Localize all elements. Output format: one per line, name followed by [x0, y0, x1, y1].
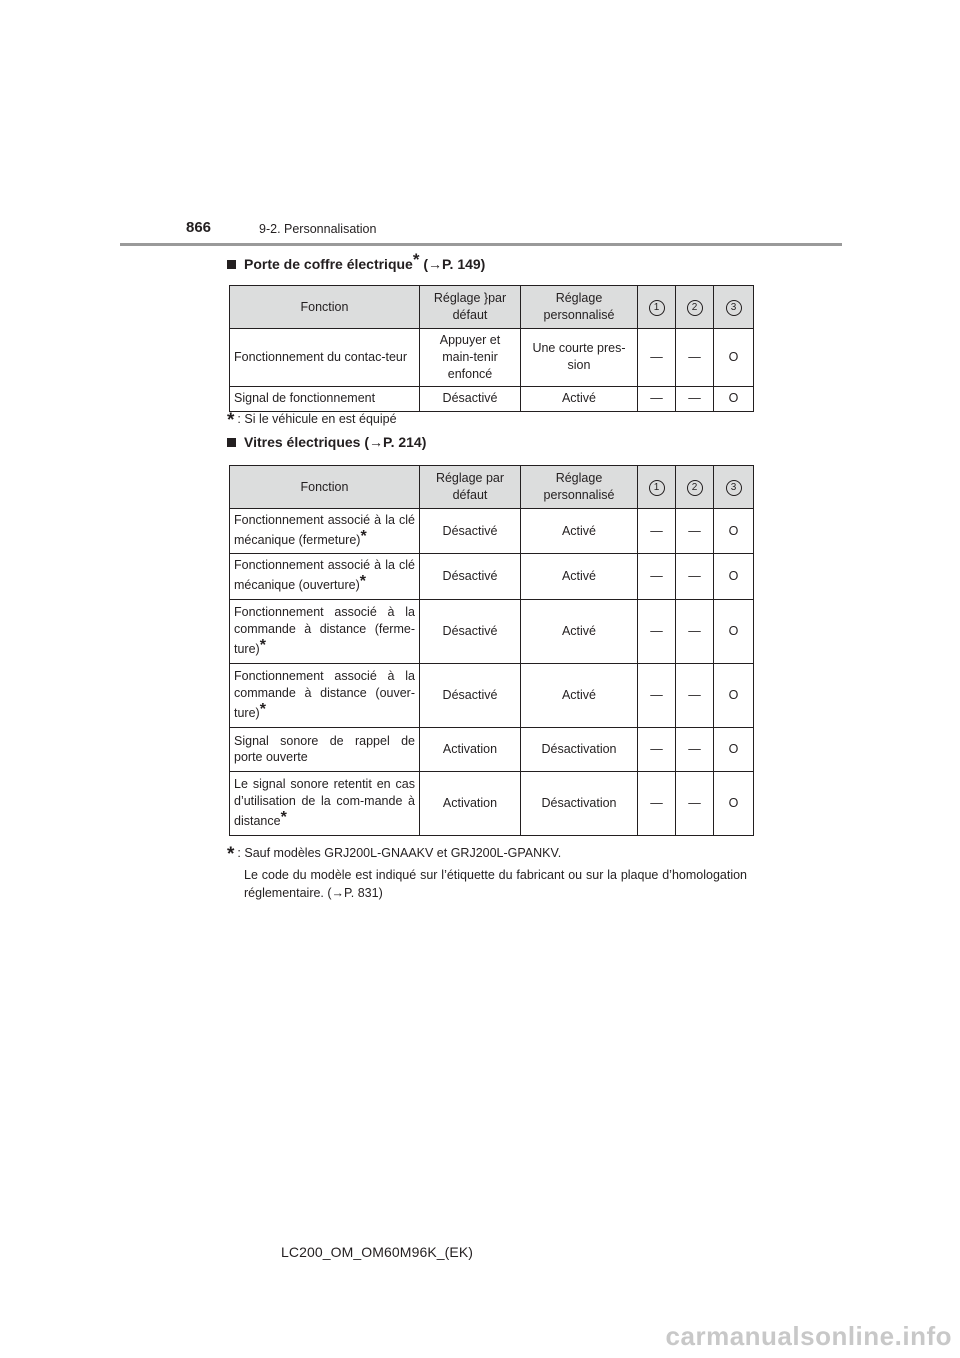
- footnote-models: [227, 838, 747, 902]
- settings-table: [229, 465, 754, 836]
- section-power-back-door: [227, 250, 757, 412]
- value-cell-2: —: [676, 509, 714, 554]
- value-cell-3: O: [714, 727, 754, 771]
- circled-1-icon: 1: [649, 300, 665, 316]
- function-text: Fonctionnement associé à la clé mécanique (fermeture): [234, 513, 415, 547]
- column-header-function: Fonction: [230, 466, 420, 509]
- value-cell-2: —: [676, 599, 714, 663]
- column-header-custom: Réglage personnalisé: [521, 466, 638, 509]
- asterisk-icon: *: [259, 700, 266, 718]
- value-cell-2: —: [676, 663, 714, 727]
- section-title-text: Porte de coffre électrique: [244, 256, 413, 272]
- value-cell-3: O: [714, 386, 754, 411]
- function-text: Fonctionnement associé à la commande à distance (ouver-ture): [234, 668, 415, 720]
- function-cell: Signal sonore de rappel de porte ouverte: [230, 727, 420, 771]
- default-cell: Désactivé: [420, 554, 521, 599]
- circled-1-icon: 1: [649, 480, 665, 496]
- value-cell-1: —: [638, 727, 676, 771]
- value-cell-1: —: [638, 771, 676, 835]
- custom-cell: Activé: [521, 663, 638, 727]
- asterisk-icon: *: [259, 636, 266, 654]
- column-header-2: [676, 286, 714, 329]
- custom-cell: Activé: [521, 386, 638, 411]
- asterisk-icon: *: [227, 410, 235, 431]
- value-cell-2: —: [676, 386, 714, 411]
- default-cell: Désactivé: [420, 386, 521, 411]
- page-reference-link[interactable]: (→P. 214): [364, 434, 427, 450]
- table-row: [230, 599, 754, 663]
- table-row: [230, 727, 754, 771]
- column-header-default: Réglage }par défaut: [420, 286, 521, 329]
- square-bullet-icon: [227, 438, 236, 447]
- watermark: carmanualsonline.info: [665, 1321, 952, 1351]
- footnote-text: : Si le véhicule en est équipé: [237, 412, 397, 426]
- value-cell-3: O: [714, 509, 754, 554]
- default-cell: Activation: [420, 771, 521, 835]
- function-text: Le signal sonore retentit en cas d’utilisation de la com-mande à distance: [234, 776, 415, 828]
- custom-cell: Désactivation: [521, 727, 638, 771]
- asterisk-icon: *: [360, 527, 367, 545]
- asterisk-icon: *: [359, 573, 366, 591]
- circled-3-icon: 3: [726, 480, 742, 496]
- column-header-custom: Réglage personnalisé: [521, 286, 638, 329]
- value-cell-3: O: [714, 663, 754, 727]
- page-number: 866: [186, 219, 212, 236]
- column-header-1: [638, 466, 676, 509]
- value-cell-3: O: [714, 771, 754, 835]
- table-row: [230, 554, 754, 599]
- table-row: [230, 663, 754, 727]
- value-cell-2: —: [676, 329, 714, 387]
- header-rule: [120, 243, 842, 246]
- value-cell-1: —: [638, 599, 676, 663]
- column-header-3: [714, 466, 754, 509]
- custom-cell: Activé: [521, 509, 638, 554]
- value-cell-1: —: [638, 329, 676, 387]
- default-cell: Désactivé: [420, 599, 521, 663]
- value-cell-2: —: [676, 554, 714, 599]
- function-cell: [230, 554, 420, 599]
- function-text: Fonctionnement associé à la commande à distance (ferme-ture): [234, 604, 415, 656]
- table-row: [230, 329, 754, 387]
- value-cell-3: O: [714, 329, 754, 387]
- asterisk-icon: *: [227, 844, 235, 865]
- value-cell-2: —: [676, 771, 714, 835]
- section-title: [227, 434, 757, 454]
- table-row: [230, 771, 754, 835]
- section-title: [227, 250, 757, 274]
- function-cell: Fonctionnement du contac-teur: [230, 329, 420, 387]
- custom-cell: Activé: [521, 599, 638, 663]
- value-cell-1: —: [638, 663, 676, 727]
- custom-cell: Activé: [521, 554, 638, 599]
- function-cell: [230, 509, 420, 554]
- settings-table: [229, 285, 754, 412]
- function-cell: [230, 771, 420, 835]
- column-header-1: [638, 286, 676, 329]
- value-cell-3: O: [714, 554, 754, 599]
- function-cell: [230, 663, 420, 727]
- default-cell: Désactivé: [420, 509, 521, 554]
- circled-3-icon: 3: [726, 300, 742, 316]
- asterisk-icon: *: [412, 250, 420, 269]
- default-cell: Activation: [420, 727, 521, 771]
- column-header-function: Fonction: [230, 286, 420, 329]
- value-cell-1: —: [638, 554, 676, 599]
- column-header-default: Réglage par défaut: [420, 466, 521, 509]
- footnote-text: : Sauf modèles GRJ200L-GNAAKV et GRJ200L-GPANKV.: [237, 846, 562, 860]
- asterisk-icon: *: [280, 808, 287, 826]
- value-cell-3: O: [714, 599, 754, 663]
- function-cell: Signal de fonctionnement: [230, 386, 420, 411]
- function-cell: [230, 599, 420, 663]
- custom-cell: Désactivation: [521, 771, 638, 835]
- section-label: 9-2. Personnalisation: [259, 222, 377, 236]
- section-title-text: Vitres électriques: [244, 434, 361, 450]
- function-text: Fonctionnement associé à la clé mécanique (ouverture): [234, 558, 415, 593]
- value-cell-1: —: [638, 509, 676, 554]
- document-code: LC200_OM_OM60M96K_(EK): [281, 1244, 474, 1260]
- column-header-2: [676, 466, 714, 509]
- circled-2-icon: 2: [687, 300, 703, 316]
- page-reference-link[interactable]: (→P. 149): [423, 256, 486, 272]
- footnote-equipped: [227, 404, 747, 432]
- column-header-3: [714, 286, 754, 329]
- value-cell-2: —: [676, 727, 714, 771]
- footnote-detail: Le code du modèle est indiqué sur l’étiquette du fabricant ou sur la plaque d’homologation réglementaire. (→P. 831): [244, 867, 747, 900]
- default-cell: Désactivé: [420, 663, 521, 727]
- circled-2-icon: 2: [687, 480, 703, 496]
- table-row: [230, 509, 754, 554]
- default-cell: Appuyer et main-tenir enfoncé: [420, 329, 521, 387]
- custom-cell: Une courte pres-sion: [521, 329, 638, 387]
- value-cell-1: —: [638, 386, 676, 411]
- square-bullet-icon: [227, 260, 236, 269]
- section-power-windows: [227, 434, 757, 836]
